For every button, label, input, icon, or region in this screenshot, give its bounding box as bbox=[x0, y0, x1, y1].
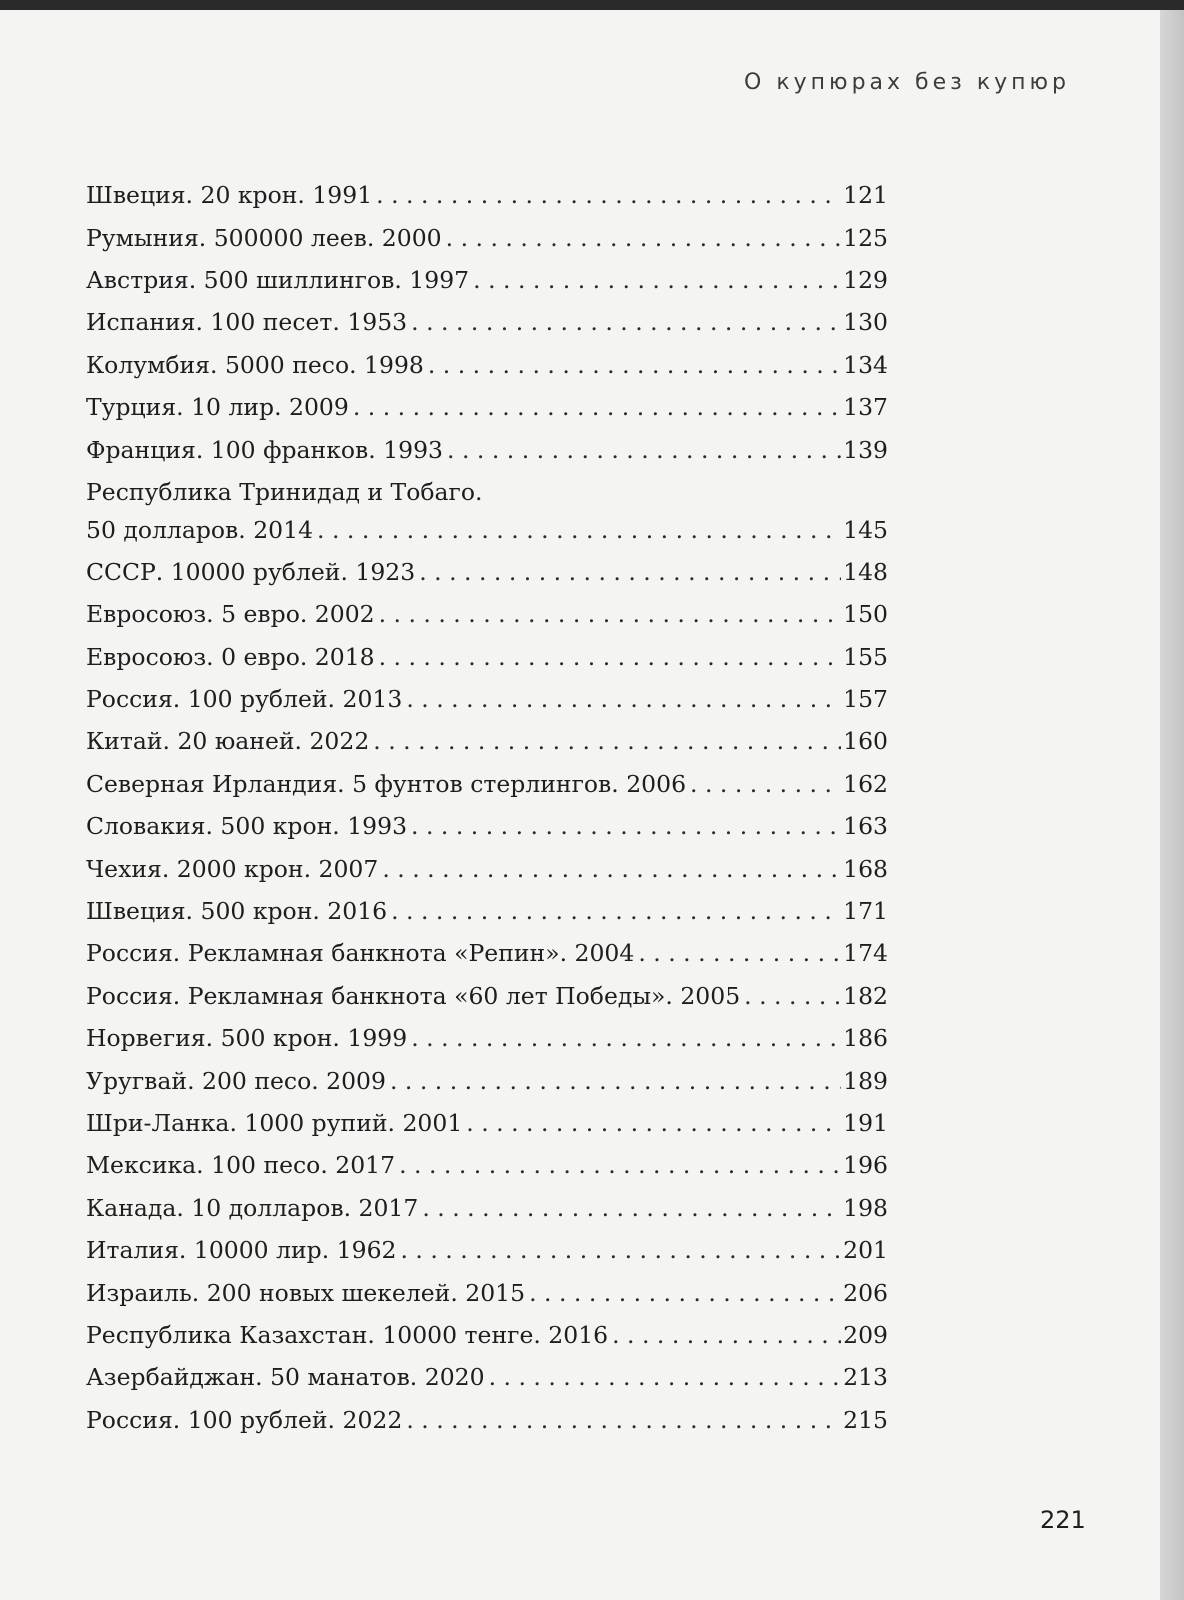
toc-entry-title: Словакия. 500 крон. 1993 bbox=[86, 812, 408, 841]
toc-entry-page: 196 bbox=[843, 1151, 888, 1180]
toc-leader-dots bbox=[400, 1236, 841, 1264]
toc-entry-title: Израиль. 200 новых шекелей. 2015 bbox=[86, 1278, 526, 1307]
toc-leader-dots bbox=[638, 939, 841, 967]
toc-leader-dots bbox=[446, 224, 842, 252]
toc-entry bbox=[86, 890, 888, 932]
toc-leader-dots bbox=[406, 685, 841, 713]
toc-entry bbox=[86, 216, 888, 258]
toc-entry-page: 130 bbox=[843, 308, 888, 337]
toc-leader-dots bbox=[466, 1109, 841, 1137]
toc-entry-title: Швеция. 20 крон. 1991 bbox=[86, 181, 373, 210]
toc-entry-page: 174 bbox=[843, 939, 888, 968]
toc-entry-title: Чехия. 2000 крон. 2007 bbox=[86, 854, 379, 883]
toc-leader-dots bbox=[529, 1279, 841, 1307]
toc-leader-dots bbox=[411, 1024, 841, 1052]
toc-entry-title: Республика Казахстан. 10000 тенге. 2016 bbox=[86, 1320, 609, 1349]
toc-entry bbox=[86, 636, 888, 678]
toc-leader-dots bbox=[411, 308, 841, 336]
toc-entry-page: 168 bbox=[843, 854, 888, 883]
toc-leader-dots bbox=[379, 643, 842, 671]
toc-entry-title: Норвегия. 500 крон. 1999 bbox=[86, 1024, 408, 1053]
toc-entry-page: 206 bbox=[843, 1278, 888, 1307]
toc-entry-page: 129 bbox=[843, 265, 888, 294]
toc-entry-page: 155 bbox=[843, 642, 888, 671]
toc-leader-dots bbox=[447, 436, 841, 464]
toc-entry-title: Россия. Рекламная банкнота «60 лет Победы». 2005 bbox=[86, 981, 741, 1010]
toc-entry bbox=[86, 678, 888, 720]
toc-entry-page: 137 bbox=[843, 393, 888, 422]
toc-entry bbox=[86, 1017, 888, 1059]
toc-entry-title: Колумбия. 5000 песо. 1998 bbox=[86, 350, 424, 379]
toc-leader-dots bbox=[428, 351, 841, 379]
toc-entry-title: Евросоюз. 5 евро. 2002 bbox=[86, 600, 375, 629]
toc-entry-second-line bbox=[86, 511, 888, 549]
toc-leader-dots bbox=[373, 727, 841, 755]
table-of-contents bbox=[86, 174, 888, 1441]
toc-entry bbox=[86, 1059, 888, 1101]
toc-entry-page: 189 bbox=[843, 1066, 888, 1095]
toc-entry bbox=[86, 1187, 888, 1229]
toc-entry-title: Россия. 100 рублей. 2022 bbox=[86, 1405, 403, 1434]
toc-leader-dots bbox=[489, 1363, 842, 1391]
toc-entry-page: 209 bbox=[843, 1320, 888, 1349]
toc-entry bbox=[86, 471, 888, 551]
toc-entry bbox=[86, 551, 888, 593]
toc-entry bbox=[86, 1144, 888, 1186]
toc-entry-title: Северная Ирландия. 5 фунтов стерлингов. 2006 bbox=[86, 769, 687, 798]
toc-entry bbox=[86, 720, 888, 762]
toc-leader-dots bbox=[612, 1321, 841, 1349]
toc-entry bbox=[86, 763, 888, 805]
toc-entry-title: 50 долларов. 2014 bbox=[86, 515, 314, 544]
toc-entry-page: 186 bbox=[843, 1024, 888, 1053]
toc-entry-title: Австрия. 500 шиллингов. 1997 bbox=[86, 265, 470, 294]
toc-entry-title: Румыния. 500000 леев. 2000 bbox=[86, 223, 442, 252]
toc-leader-dots bbox=[317, 516, 841, 544]
toc-leader-dots bbox=[353, 393, 841, 421]
toc-entry-title: Россия. Рекламная банкнота «Репин». 2004 bbox=[86, 939, 635, 968]
toc-entry-title: Канада. 10 долларов. 2017 bbox=[86, 1193, 419, 1222]
toc-entry-page: 150 bbox=[843, 600, 888, 629]
toc-leader-dots bbox=[422, 1194, 841, 1222]
toc-entry bbox=[86, 344, 888, 386]
toc-entry-title: Швеция. 500 крон. 2016 bbox=[86, 897, 388, 926]
toc-entry bbox=[86, 301, 888, 343]
toc-entry-page: 121 bbox=[843, 181, 888, 210]
toc-entry-title: Евросоюз. 0 евро. 2018 bbox=[86, 642, 375, 671]
scan-top-edge bbox=[0, 0, 1184, 10]
page-number: 221 bbox=[1040, 1506, 1086, 1534]
toc-leader-dots bbox=[690, 770, 841, 798]
toc-entry bbox=[86, 1271, 888, 1313]
toc-entry bbox=[86, 593, 888, 635]
toc-entry-page: 134 bbox=[843, 350, 888, 379]
toc-leader-dots bbox=[391, 897, 841, 925]
toc-entry bbox=[86, 259, 888, 301]
toc-entry-page: 145 bbox=[843, 515, 888, 544]
toc-entry-page: 148 bbox=[843, 557, 888, 586]
toc-entry bbox=[86, 386, 888, 428]
toc-leader-dots bbox=[419, 558, 841, 586]
toc-entry-title: Франция. 100 франков. 1993 bbox=[86, 435, 444, 464]
running-head: О купюрах без купюр bbox=[744, 70, 1070, 95]
toc-entry-page: 201 bbox=[843, 1236, 888, 1265]
toc-entry-page: 213 bbox=[843, 1363, 888, 1392]
toc-entry-page: 157 bbox=[843, 685, 888, 714]
toc-entry-page: 182 bbox=[843, 981, 888, 1010]
toc-entry-page: 171 bbox=[843, 897, 888, 926]
toc-entry-page: 162 bbox=[843, 769, 888, 798]
toc-entry-title-line1: Республика Тринидад и Тобаго. bbox=[86, 477, 483, 506]
toc-entry bbox=[86, 805, 888, 847]
toc-entry bbox=[86, 174, 888, 216]
toc-leader-dots bbox=[376, 181, 841, 209]
toc-entry bbox=[86, 975, 888, 1017]
toc-entry-title: Турция. 10 лир. 2009 bbox=[86, 393, 349, 422]
scan-right-edge bbox=[1160, 10, 1184, 1600]
toc-entry-title: Китай. 20 юаней. 2022 bbox=[86, 727, 370, 756]
toc-entry-title: Азербайджан. 50 манатов. 2020 bbox=[86, 1363, 485, 1392]
toc-entry-title: Россия. 100 рублей. 2013 bbox=[86, 685, 403, 714]
toc-entry-page: 125 bbox=[843, 223, 888, 252]
toc-entry-title: Испания. 100 песет. 1953 bbox=[86, 308, 408, 337]
toc-entry bbox=[86, 1314, 888, 1356]
toc-entry-page: 191 bbox=[843, 1109, 888, 1137]
toc-entry bbox=[86, 428, 888, 470]
toc-entry bbox=[86, 932, 888, 974]
toc-entry bbox=[86, 1229, 888, 1271]
toc-entry-first-line bbox=[86, 473, 888, 511]
toc-entry bbox=[86, 1356, 888, 1398]
toc-entry-page: 198 bbox=[843, 1193, 888, 1222]
toc-leader-dots bbox=[379, 600, 842, 628]
toc-entry-page: 139 bbox=[843, 435, 888, 464]
toc-entry-title: СССР. 10000 рублей. 1923 bbox=[86, 557, 416, 586]
toc-leader-dots bbox=[744, 982, 841, 1010]
toc-leader-dots bbox=[406, 1406, 841, 1434]
toc-leader-dots bbox=[399, 1151, 841, 1179]
toc-entry bbox=[86, 1399, 888, 1441]
toc-entry-title: Шри-Ланка. 1000 рупий. 2001 bbox=[86, 1109, 463, 1137]
toc-entry bbox=[86, 847, 888, 889]
toc-entry-page: 163 bbox=[843, 812, 888, 841]
toc-entry-title: Италия. 10000 лир. 1962 bbox=[86, 1236, 397, 1265]
toc-leader-dots bbox=[382, 855, 841, 883]
toc-entry bbox=[86, 1102, 888, 1144]
toc-leader-dots bbox=[390, 1067, 841, 1095]
toc-entry-title: Мексика. 100 песо. 2017 bbox=[86, 1151, 396, 1180]
toc-entry-title: Уругвай. 200 песо. 2009 bbox=[86, 1066, 386, 1095]
toc-entry-page: 215 bbox=[843, 1405, 888, 1434]
toc-entry-page: 160 bbox=[843, 727, 888, 756]
toc-leader-dots bbox=[473, 266, 841, 294]
toc-leader-dots bbox=[411, 812, 841, 840]
